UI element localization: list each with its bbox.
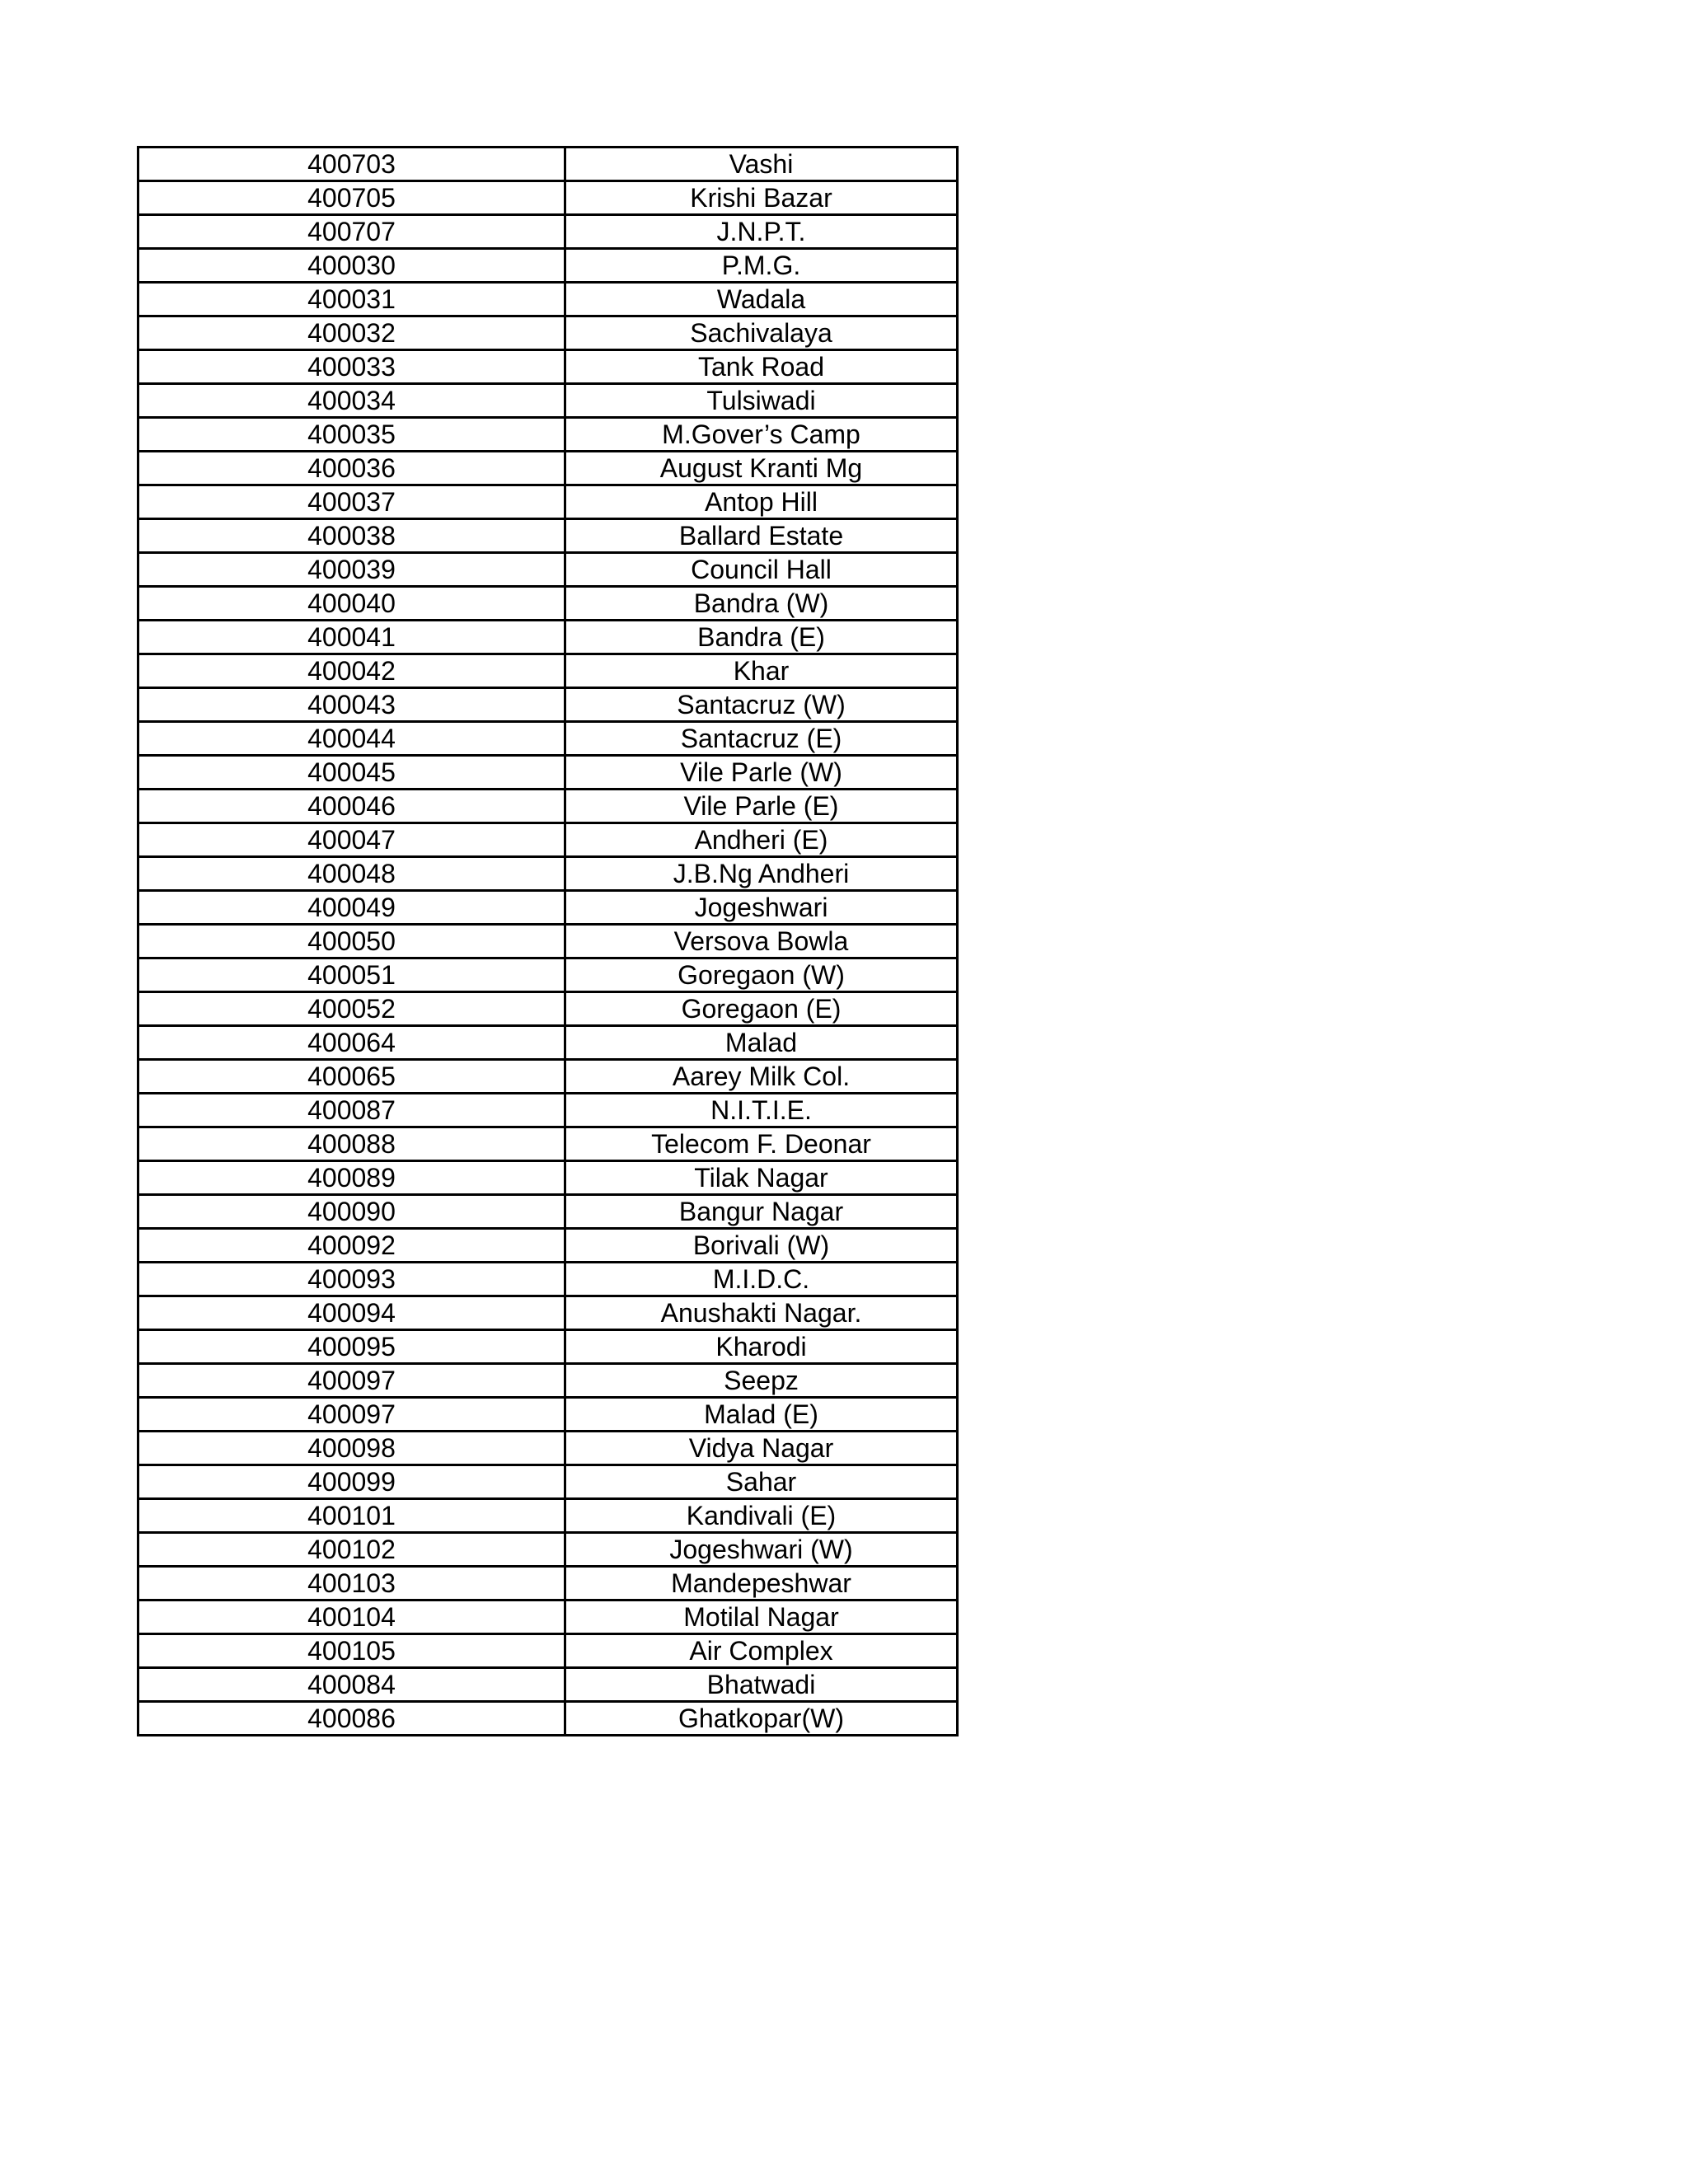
post-office-name-cell: Jogeshwari — [565, 891, 958, 925]
pincode-cell: 400092 — [138, 1229, 565, 1263]
post-office-name-cell: Anushakti Nagar. — [565, 1296, 958, 1330]
pincode-cell: 400098 — [138, 1432, 565, 1465]
table-row — [138, 1465, 958, 1499]
pincode-cell: 400084 — [138, 1668, 565, 1702]
pincode-cell: 400040 — [138, 587, 565, 621]
post-office-name-cell: Tulsiwadi — [565, 384, 958, 418]
post-office-name-cell: Telecom F. Deonar — [565, 1127, 958, 1161]
pincode-cell: 400047 — [138, 823, 565, 857]
post-office-name-cell: Bandra (E) — [565, 621, 958, 654]
post-office-name-cell: Santacruz (W) — [565, 688, 958, 722]
table-row — [138, 1702, 958, 1736]
pincode-cell: 400035 — [138, 418, 565, 452]
post-office-name-cell: Malad (E) — [565, 1398, 958, 1432]
table-row — [138, 1398, 958, 1432]
table-row — [138, 553, 958, 587]
post-office-name-cell: Bangur Nagar — [565, 1195, 958, 1229]
post-office-name-cell: Tilak Nagar — [565, 1161, 958, 1195]
pincode-cell: 400105 — [138, 1634, 565, 1668]
table-row — [138, 1094, 958, 1127]
pincode-cell: 400094 — [138, 1296, 565, 1330]
post-office-name-cell: Seepz — [565, 1364, 958, 1398]
post-office-name-cell: Air Complex — [565, 1634, 958, 1668]
table-row — [138, 1499, 958, 1533]
pincode-cell: 400052 — [138, 992, 565, 1026]
pincode-cell: 400037 — [138, 485, 565, 519]
post-office-name-cell: Council Hall — [565, 553, 958, 587]
table-row — [138, 857, 958, 891]
table-row — [138, 958, 958, 992]
post-office-name-cell: Aarey Milk Col. — [565, 1060, 958, 1094]
pincode-cell: 400097 — [138, 1398, 565, 1432]
table-row — [138, 1229, 958, 1263]
table-row — [138, 1601, 958, 1634]
table-row — [138, 1195, 958, 1229]
pincode-cell: 400104 — [138, 1601, 565, 1634]
post-office-name-cell: Antop Hill — [565, 485, 958, 519]
pincode-cell: 400087 — [138, 1094, 565, 1127]
table-row — [138, 1364, 958, 1398]
table-row — [138, 1161, 958, 1195]
post-office-name-cell: Vile Parle (W) — [565, 756, 958, 790]
table-row — [138, 891, 958, 925]
pincode-cell: 400036 — [138, 452, 565, 485]
pincode-cell: 400042 — [138, 654, 565, 688]
pincode-cell: 400050 — [138, 925, 565, 958]
post-office-name-cell: Andheri (E) — [565, 823, 958, 857]
table-row — [138, 1668, 958, 1702]
table-row — [138, 452, 958, 485]
pincode-cell: 400099 — [138, 1465, 565, 1499]
pincode-cell: 400093 — [138, 1263, 565, 1296]
table-row — [138, 790, 958, 823]
pincode-cell: 400102 — [138, 1533, 565, 1567]
post-office-name-cell: Goregaon (W) — [565, 958, 958, 992]
pincode-cell: 400049 — [138, 891, 565, 925]
pincode-table-body — [138, 148, 958, 1736]
table-row — [138, 1567, 958, 1601]
pincode-cell: 400103 — [138, 1567, 565, 1601]
post-office-name-cell: Motilal Nagar — [565, 1601, 958, 1634]
pincode-cell: 400064 — [138, 1026, 565, 1060]
post-office-name-cell: Kandivali (E) — [565, 1499, 958, 1533]
post-office-name-cell: Wadala — [565, 283, 958, 316]
post-office-name-cell: Vidya Nagar — [565, 1432, 958, 1465]
table-row — [138, 587, 958, 621]
pincode-cell: 400086 — [138, 1702, 565, 1736]
table-row — [138, 1634, 958, 1668]
pincode-cell: 400043 — [138, 688, 565, 722]
post-office-name-cell: Bhatwadi — [565, 1668, 958, 1702]
pincode-cell: 400048 — [138, 857, 565, 891]
pincode-cell: 400045 — [138, 756, 565, 790]
pincode-cell: 400703 — [138, 148, 565, 181]
post-office-name-cell: Khar — [565, 654, 958, 688]
table-row — [138, 283, 958, 316]
table-row — [138, 1296, 958, 1330]
post-office-name-cell: Mandepeshwar — [565, 1567, 958, 1601]
post-office-name-cell: Goregaon (E) — [565, 992, 958, 1026]
post-office-name-cell: Borivali (W) — [565, 1229, 958, 1263]
table-row — [138, 621, 958, 654]
pincode-cell: 400051 — [138, 958, 565, 992]
pincode-cell: 400046 — [138, 790, 565, 823]
table-row — [138, 485, 958, 519]
pincode-cell: 400031 — [138, 283, 565, 316]
pincode-cell: 400039 — [138, 553, 565, 587]
post-office-name-cell: Ballard Estate — [565, 519, 958, 553]
table-row — [138, 925, 958, 958]
pincode-cell: 400038 — [138, 519, 565, 553]
post-office-name-cell: Sahar — [565, 1465, 958, 1499]
post-office-name-cell: Sachivalaya — [565, 316, 958, 350]
post-office-name-cell: Malad — [565, 1026, 958, 1060]
post-office-name-cell: Bandra (W) — [565, 587, 958, 621]
pincode-cell: 400065 — [138, 1060, 565, 1094]
table-row — [138, 1432, 958, 1465]
table-row — [138, 688, 958, 722]
pincode-cell: 400030 — [138, 249, 565, 283]
post-office-name-cell: Jogeshwari (W) — [565, 1533, 958, 1567]
table-row — [138, 823, 958, 857]
table-row — [138, 992, 958, 1026]
table-row — [138, 148, 958, 181]
post-office-name-cell: August Kranti Mg — [565, 452, 958, 485]
table-row — [138, 519, 958, 553]
pincode-cell: 400707 — [138, 215, 565, 249]
table-row — [138, 181, 958, 215]
table-row — [138, 215, 958, 249]
post-office-name-cell: J.N.P.T. — [565, 215, 958, 249]
post-office-name-cell: N.I.T.I.E. — [565, 1094, 958, 1127]
pincode-cell: 400097 — [138, 1364, 565, 1398]
pincode-cell: 400033 — [138, 350, 565, 384]
table-row — [138, 1533, 958, 1567]
pincode-cell: 400090 — [138, 1195, 565, 1229]
table-row — [138, 756, 958, 790]
pincode-cell: 400089 — [138, 1161, 565, 1195]
pincode-cell: 400044 — [138, 722, 565, 756]
table-row — [138, 1127, 958, 1161]
pincode-cell: 400041 — [138, 621, 565, 654]
pincode-cell: 400095 — [138, 1330, 565, 1364]
post-office-name-cell: Kharodi — [565, 1330, 958, 1364]
pincode-cell: 400101 — [138, 1499, 565, 1533]
post-office-name-cell: M.I.D.C. — [565, 1263, 958, 1296]
post-office-name-cell: J.B.Ng Andheri — [565, 857, 958, 891]
table-row — [138, 350, 958, 384]
post-office-name-cell: Ghatkopar(W) — [565, 1702, 958, 1736]
table-row — [138, 1026, 958, 1060]
pincode-cell: 400034 — [138, 384, 565, 418]
pincode-cell: 400705 — [138, 181, 565, 215]
post-office-name-cell: Versova Bowla — [565, 925, 958, 958]
table-row — [138, 316, 958, 350]
table-row — [138, 1330, 958, 1364]
table-row — [138, 722, 958, 756]
table-row — [138, 1263, 958, 1296]
table-row — [138, 654, 958, 688]
post-office-name-cell: Tank Road — [565, 350, 958, 384]
table-row — [138, 384, 958, 418]
post-office-name-cell: Vashi — [565, 148, 958, 181]
table-row — [138, 1060, 958, 1094]
post-office-name-cell: Krishi Bazar — [565, 181, 958, 215]
pincode-table — [137, 146, 959, 1736]
pincode-cell: 400088 — [138, 1127, 565, 1161]
table-row — [138, 249, 958, 283]
post-office-name-cell: Vile Parle (E) — [565, 790, 958, 823]
post-office-name-cell: Santacruz (E) — [565, 722, 958, 756]
post-office-name-cell: M.Gover’s Camp — [565, 418, 958, 452]
post-office-name-cell: P.M.G. — [565, 249, 958, 283]
table-row — [138, 418, 958, 452]
pincode-cell: 400032 — [138, 316, 565, 350]
